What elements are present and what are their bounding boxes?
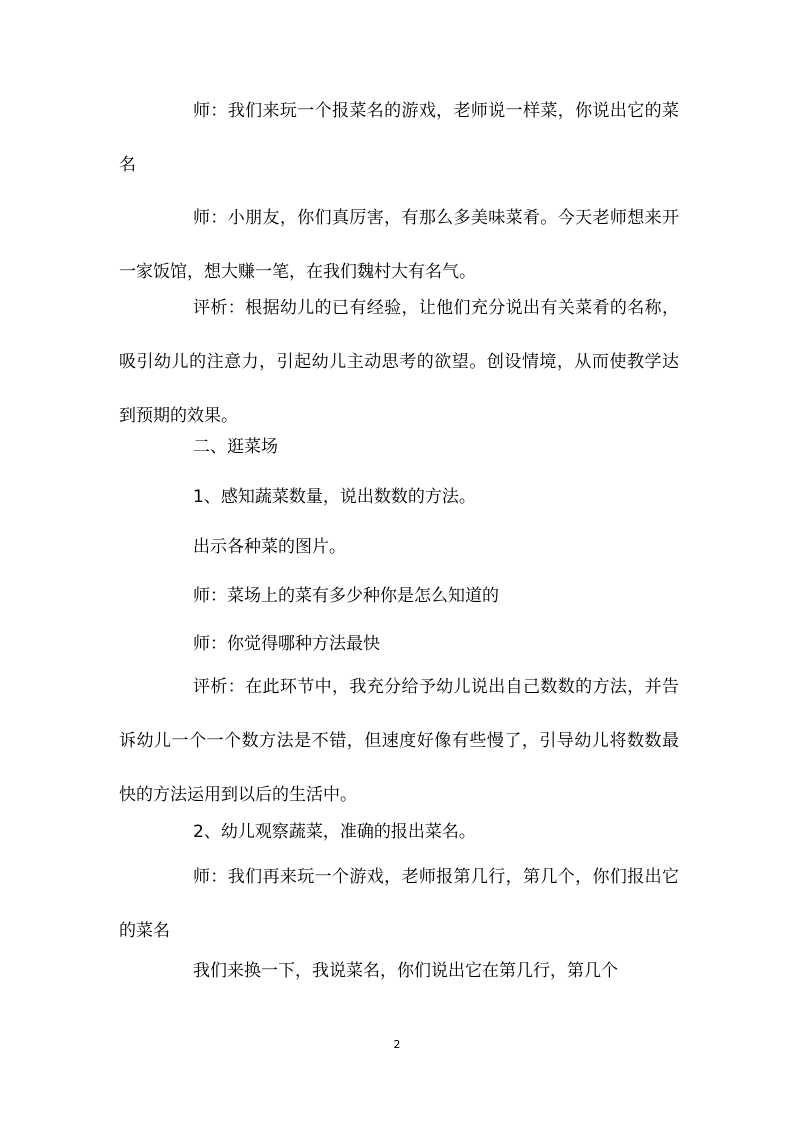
subsection-heading-counting: 1、感知蔬菜数量，说出数数的方法。 (193, 487, 476, 507)
paragraph-restaurant: 师：小朋友，你们真厉害，有那么多美味菜肴。今天老师想来开一家饭馆，想大赚一笔，在我们魏村大有名气。 (119, 208, 679, 282)
paragraph-swap-game: 我们来换一下，我说菜名，你们说出它在第几行，第几个 (193, 961, 618, 981)
paragraph-commentary-1: 评析：根据幼儿的已有经验，让他们充分说出有关菜肴的名称，吸引幼儿的注意力，引起幼儿主动思考的欲望。创设情境，从而使教学达到预期的效果。 (119, 298, 679, 426)
paragraph-commentary-2: 评析：在此环节中，我充分给予幼儿说出自己数数的方法，并告诉幼儿一个一个数方法是不错，但速度好像有些慢了，引导幼儿将数数最快的方法运用到以后的生活中。 (119, 677, 679, 805)
paragraph-question-types: 师：菜场上的菜有多少种你是怎么知道的 (193, 586, 499, 606)
paragraph-row-game: 师：我们再来玩一个游戏，老师报第几行，第几个，你们报出它的菜名 (119, 867, 679, 941)
page-number: 2 (393, 1038, 401, 1051)
paragraph-game-intro: 师：我们来玩一个报菜名的游戏，老师说一样菜，你说出它的菜名 (119, 101, 679, 175)
paragraph-question-fastest: 师：你觉得哪种方法最快 (193, 634, 380, 654)
section-heading-market: 二、逛菜场 (193, 437, 278, 457)
subsection-heading-observe: 2、幼儿观察蔬菜，准确的报出菜名。 (193, 822, 476, 842)
paragraph-show-pictures: 出示各种菜的图片。 (193, 537, 346, 557)
